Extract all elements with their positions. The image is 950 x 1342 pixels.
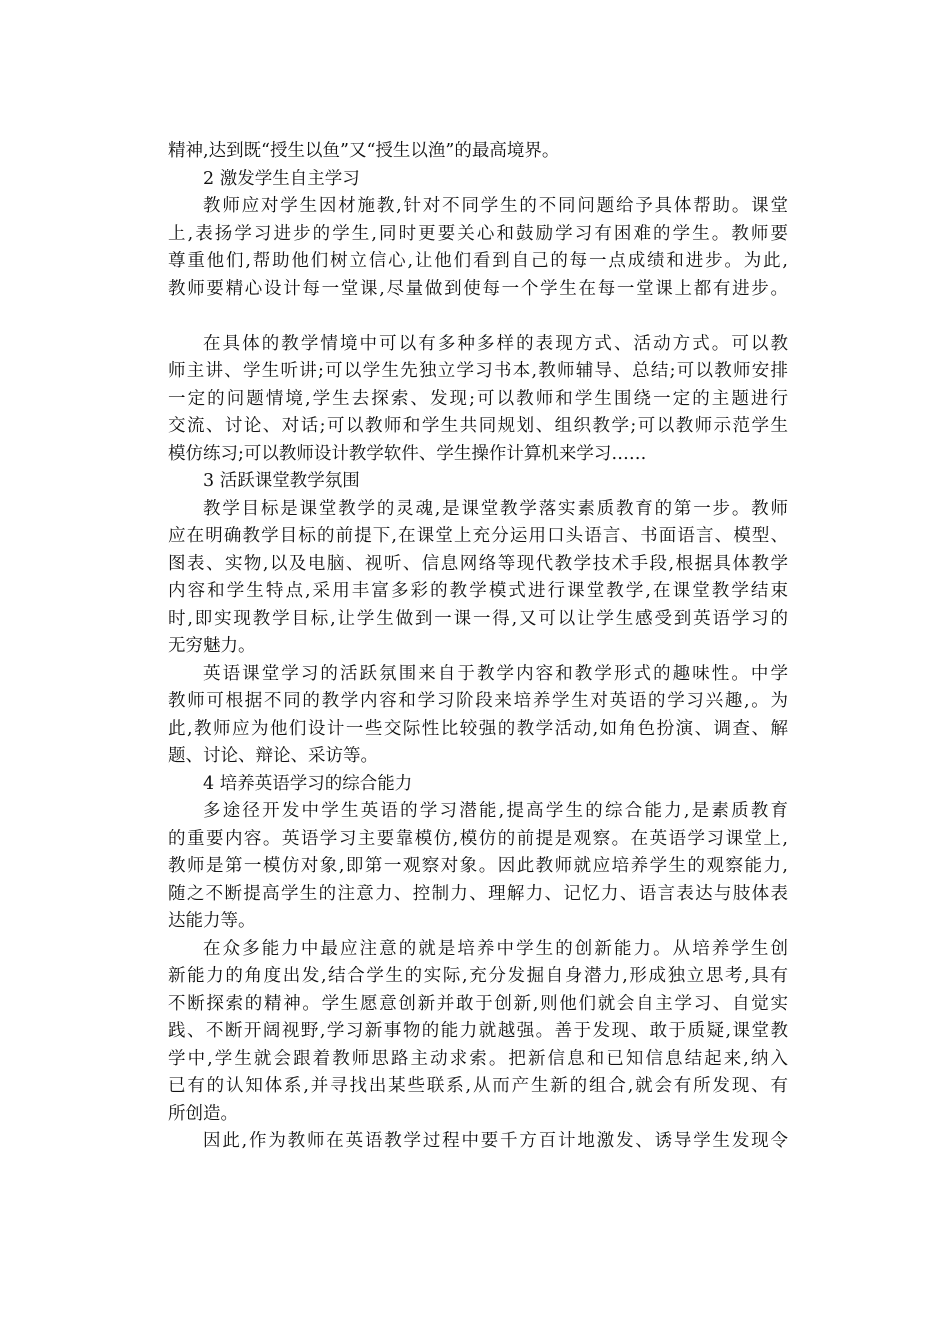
- paragraph-line: 的重要内容。英语学习主要靠模仿,模仿的前提是观察。在英语学习课堂上,: [168, 828, 788, 849]
- paragraph-line: 教师要精心设计每一堂课,尽量做到使每一个学生在每一堂课上都有进步。: [168, 278, 788, 299]
- paragraph-last-line: 所创造。: [168, 1103, 238, 1124]
- paragraph-last-line: 题、讨论、辩论、采访等。: [168, 746, 378, 766]
- paragraph-first-line: 教学目标是课堂教学的灵魂,是课堂教学落实素质教育的第一步。教师: [203, 498, 788, 519]
- paragraph-last-line: 达能力等。: [168, 911, 256, 931]
- section-heading: 3 活跃课堂教学氛围: [203, 471, 360, 491]
- paragraph-first-line: 英语课堂学习的活跃氛围来自于教学内容和教学形式的趣味性。中学: [203, 663, 788, 684]
- paragraph-first-line: 教师应对学生因材施教,针对不同学生的不同问题给予具体帮助。课堂: [203, 196, 788, 216]
- section-heading: 4 培养英语学习的综合能力: [203, 773, 413, 794]
- document-page: [168, 138, 788, 1156]
- paragraph-last-line: 精神,达到既“授生以鱼”又“授生以渔”的最高境界。: [168, 141, 560, 161]
- paragraph-line: 尊重他们,帮助他们树立信心,让他们看到自己的每一点成绩和进步。为此,: [168, 251, 788, 271]
- paragraph-first-line: 在众多能力中最应注意的就是培养中学生的创新能力。从培养学生创: [203, 938, 788, 959]
- paragraph-line: 时,即实现教学目标,让学生做到一课一得,又可以让学生感受到英语学习的: [168, 608, 788, 629]
- paragraph-first-line: 多途径开发中学生英语的学习潜能,提高学生的综合能力,是素质教育: [203, 801, 788, 821]
- paragraph-line: 内容和学生特点,采用丰富多彩的教学模式进行课堂教学,在课堂教学结束: [168, 581, 788, 601]
- paragraph-first-line: 因此,作为教师在英语教学过程中要千方百计地激发、诱导学生发现令: [203, 1131, 788, 1151]
- paragraph-line: 已有的认知体系,并寻找出某些联系,从而产生新的组合,就会有所发现、有: [168, 1076, 788, 1096]
- paragraph-first-line: 在具体的教学情境中可以有多种多样的表现方式、活动方式。可以教: [203, 333, 788, 354]
- paragraph-line: 教师可根据不同的教学内容和学习阶段来培养学生对英语的学习兴趣,。为: [168, 691, 788, 711]
- paragraph-line: 学中,学生就会跟着教师思路主动求索。把新信息和已知信息结起来,纳入: [168, 1048, 788, 1069]
- paragraph-line: 随之不断提高学生的注意力、控制力、理解力、记忆力、语言表达与肢体表: [168, 883, 788, 904]
- paragraph-line: 此,教师应为他们设计一些交际性比较强的教学活动,如角色扮演、调查、解: [168, 718, 788, 739]
- paragraph-line: 践、不断开阔视野,学习新事物的能力就越强。善于发现、敢于质疑,课堂教: [168, 1021, 788, 1041]
- paragraph-line: 交流、讨论、对话;可以教师和学生共同规划、组织教学;可以教师示范学生: [168, 416, 788, 436]
- section-heading: 2 激发学生自主学习: [203, 168, 360, 189]
- blank-line: [168, 303, 788, 331]
- paragraph-line: 师主讲、学生听讲;可以学生先独立学习书本,教师辅导、总结;可以教师安排: [168, 361, 788, 381]
- paragraph-line: 应在明确教学目标的前提下,在课堂上充分运用口头语言、书面语言、模型、: [168, 526, 788, 546]
- paragraph-line: 一定的问题情境,学生去探索、发现;可以教师和学生围绕一定的主题进行: [168, 388, 788, 409]
- paragraph-last-line: 模仿练习;可以教师设计教学软件、学生操作计算机来学习……: [168, 443, 647, 464]
- paragraph-line: 上,表扬学习进步的学生,同时更要关心和鼓励学习有困难的学生。教师要: [168, 223, 788, 244]
- paragraph-line: 图表、实物,以及电脑、视听、信息网络等现代教学技术手段,根据具体教学: [168, 553, 788, 574]
- paragraph-line: 不断探索的精神。学生愿意创新并敢于创新,则他们就会自主学习、自觉实: [168, 993, 788, 1014]
- paragraph-line: 教师是第一模仿对象,即第一观察对象。因此教师就应培养学生的观察能力,: [168, 856, 788, 876]
- paragraph-line: 新能力的角度出发,结合学生的实际,充分发掘自身潜力,形成独立思考,具有: [168, 966, 788, 986]
- paragraph-last-line: 无穷魅力。: [168, 636, 256, 656]
